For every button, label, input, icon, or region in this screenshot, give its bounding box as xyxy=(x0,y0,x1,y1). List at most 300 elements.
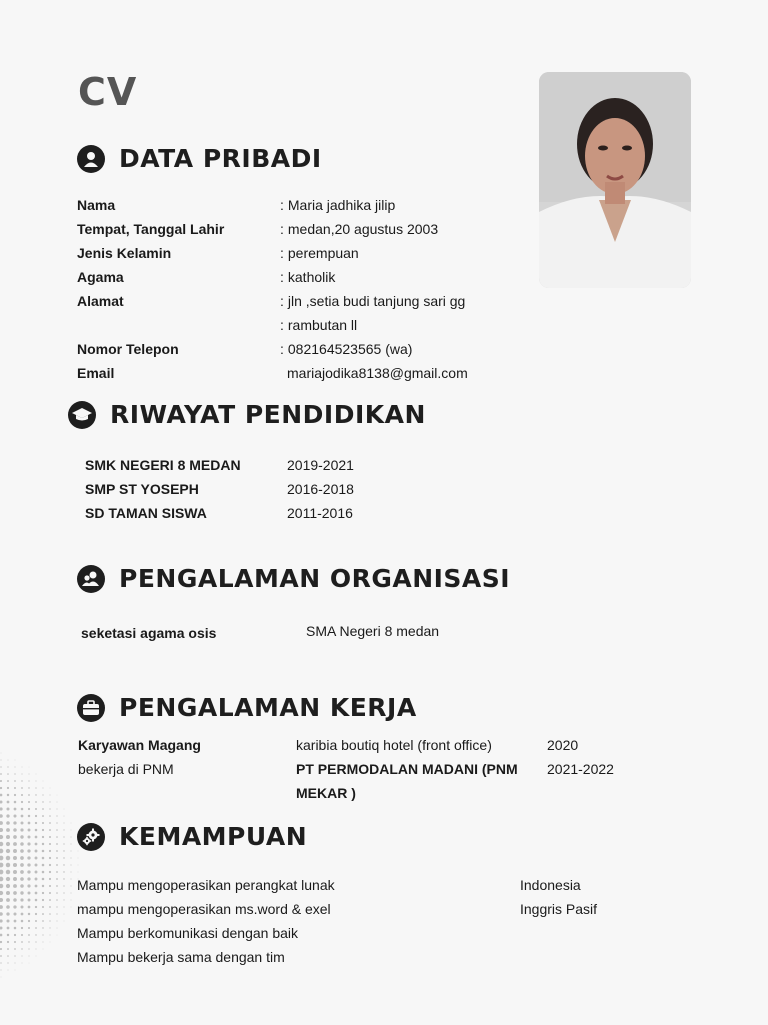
personal-colon: : xyxy=(280,197,284,213)
halftone-dot xyxy=(63,850,64,851)
halftone-dot xyxy=(28,927,30,929)
halftone-dot xyxy=(71,837,72,838)
halftone-dot xyxy=(0,870,3,875)
halftone-dot xyxy=(42,892,44,894)
education-years: 2019-2021 xyxy=(287,457,354,473)
halftone-dot xyxy=(20,877,24,881)
halftone-dot xyxy=(28,801,30,803)
halftone-dot xyxy=(57,935,58,936)
halftone-dot xyxy=(42,857,45,860)
halftone-dot xyxy=(35,878,38,881)
halftone-dot xyxy=(6,807,9,810)
halftone-dot xyxy=(0,941,2,943)
halftone-dot xyxy=(63,822,64,823)
halftone-dot xyxy=(28,815,30,817)
halftone-dot xyxy=(21,773,22,774)
halftone-dot xyxy=(70,878,71,879)
education-school: SMP ST YOSEPH xyxy=(85,481,199,497)
work-role: Karyawan Magang xyxy=(78,737,201,753)
personal-value: medan,20 agustus 2003 xyxy=(287,221,439,237)
profile-photo-image xyxy=(539,72,691,288)
halftone-dot xyxy=(21,787,23,789)
halftone-dot xyxy=(13,835,17,839)
halftone-dot xyxy=(35,934,36,935)
halftone-dot xyxy=(28,899,31,902)
halftone-dot xyxy=(27,877,30,880)
halftone-dot xyxy=(56,864,58,866)
halftone-dot xyxy=(28,822,31,825)
halftone-dot xyxy=(20,856,24,860)
halftone-dot xyxy=(43,788,44,789)
halftone-dot xyxy=(0,801,3,804)
halftone-dot xyxy=(63,836,64,837)
halftone-dot xyxy=(42,836,44,838)
halftone-dot xyxy=(35,829,38,832)
halftone-dot xyxy=(28,906,31,909)
section-title-riwayat-pendidikan: RIWAYAT PENDIDIKAN xyxy=(110,400,426,429)
personal-value: rambutan ll xyxy=(287,317,358,333)
halftone-dot xyxy=(35,899,38,902)
halftone-dot xyxy=(0,842,3,847)
work-role: bekerja di PNM xyxy=(78,761,174,777)
halftone-dot xyxy=(63,885,64,886)
halftone-dot xyxy=(49,927,50,928)
halftone-dot xyxy=(71,844,72,845)
work-year: 2020 xyxy=(547,737,579,753)
halftone-dot xyxy=(13,863,17,867)
halftone-dot xyxy=(56,857,58,859)
halftone-dot xyxy=(36,949,37,950)
halftone-dot xyxy=(35,794,36,795)
halftone-dot xyxy=(15,760,16,761)
halftone-dot xyxy=(35,857,38,860)
halftone-dot xyxy=(21,801,23,803)
halftone-dot xyxy=(56,829,58,831)
halftone-dot xyxy=(7,766,8,767)
halftone-dot xyxy=(49,822,51,824)
halftone-dot xyxy=(6,821,10,825)
halftone-dot xyxy=(1,970,2,971)
halftone-dot xyxy=(71,893,72,894)
halftone-dot xyxy=(28,948,29,949)
halftone-dot xyxy=(6,898,10,902)
halftone-dot xyxy=(27,863,30,866)
page-title: CV xyxy=(78,70,138,114)
halftone-dot xyxy=(35,941,36,942)
halftone-dot xyxy=(6,870,10,874)
halftone-dot xyxy=(28,934,30,936)
halftone-dot xyxy=(42,794,43,795)
halftone-dot xyxy=(42,927,43,928)
halftone-dot xyxy=(15,970,16,971)
section-riwayat-pendidikan xyxy=(68,400,426,429)
user-circle-icon xyxy=(77,145,105,173)
halftone-dot xyxy=(27,870,30,873)
halftone-dot xyxy=(15,767,16,768)
halftone-dot xyxy=(20,898,23,901)
halftone-dot xyxy=(64,816,65,817)
halftone-dot xyxy=(49,829,51,831)
halftone-dot xyxy=(78,886,79,887)
halftone-dot xyxy=(0,912,3,916)
halftone-dot xyxy=(20,849,24,853)
halftone-dot xyxy=(0,794,2,797)
halftone-dot xyxy=(28,913,30,915)
halftone-dot xyxy=(78,851,79,852)
halftone-dot xyxy=(42,864,45,867)
halftone-dot xyxy=(0,891,3,895)
education-school: SMK NEGERI 8 MEDAN xyxy=(85,457,241,473)
skills-list xyxy=(77,873,335,969)
halftone-dot xyxy=(42,808,44,810)
halftone-dot xyxy=(35,843,38,846)
personal-value: Maria jadhika jilip xyxy=(287,197,396,213)
halftone-dot xyxy=(13,905,16,908)
halftone-dot xyxy=(20,884,24,888)
halftone-dot xyxy=(28,794,30,796)
halftone-dot xyxy=(13,821,16,824)
section-title-kemampuan: KEMAMPUAN xyxy=(119,822,308,851)
halftone-dot xyxy=(50,942,51,943)
halftone-dot xyxy=(13,842,17,846)
halftone-dot xyxy=(42,878,45,881)
halftone-dot xyxy=(49,920,50,921)
halftone-dot xyxy=(13,814,16,817)
halftone-dot xyxy=(29,956,30,957)
halftone-dot xyxy=(1,977,2,978)
halftone-dot xyxy=(14,920,17,923)
personal-colon: : xyxy=(280,341,284,357)
halftone-dot xyxy=(42,906,44,908)
halftone-dot xyxy=(35,906,37,908)
halftone-dot xyxy=(42,871,45,874)
section-pengalaman-kerja xyxy=(77,693,417,722)
halftone-dot xyxy=(56,843,58,845)
halftone-dot xyxy=(14,773,15,774)
halftone-dot xyxy=(20,891,23,894)
halftone-dot xyxy=(35,885,38,888)
halftone-dot xyxy=(42,801,43,802)
halftone-dot xyxy=(8,760,9,761)
halftone-dot xyxy=(21,948,22,949)
section-title-data-pribadi: DATA PRIBADI xyxy=(119,144,322,173)
halftone-dot xyxy=(49,913,51,915)
halftone-dot xyxy=(7,955,9,957)
halftone-dot xyxy=(42,899,44,901)
halftone-dot xyxy=(42,829,44,831)
halftone-dot xyxy=(0,807,3,810)
halftone-dot xyxy=(0,828,3,832)
halftone-dot xyxy=(56,913,57,914)
halftone-dot xyxy=(56,878,58,880)
section-title-pengalaman-organisasi: PENGALAMAN ORGANISASI xyxy=(119,564,511,593)
halftone-dot xyxy=(22,963,23,964)
personal-value: mariajodika8138@gmail.com xyxy=(287,365,468,381)
halftone-dot xyxy=(15,963,16,964)
halftone-dot xyxy=(29,963,30,964)
halftone-dot xyxy=(21,906,24,909)
work-year: 2021-2022 xyxy=(547,761,614,777)
halftone-dot xyxy=(70,871,71,872)
halftone-dot xyxy=(0,773,2,775)
halftone-dot xyxy=(78,872,79,873)
halftone-dot xyxy=(64,809,65,810)
briefcase-icon xyxy=(77,694,105,722)
halftone-dot xyxy=(71,886,72,887)
halftone-dot xyxy=(21,913,24,916)
halftone-dot xyxy=(13,898,17,902)
halftone-dot xyxy=(35,815,37,817)
personal-label: Nama xyxy=(77,197,116,213)
halftone-dot xyxy=(0,898,3,902)
halftone-dot xyxy=(6,828,10,832)
halftone-dot xyxy=(0,787,2,789)
halftone-dot xyxy=(14,934,16,936)
work-place: PT PERMODALAN MADANI (PNM xyxy=(296,761,518,777)
halftone-dot xyxy=(63,878,64,879)
section-pengalaman-organisasi xyxy=(77,564,510,593)
halftone-dot xyxy=(20,835,23,838)
halftone-dot xyxy=(20,870,24,874)
halftone-dot xyxy=(21,808,24,811)
halftone-dot xyxy=(56,822,57,823)
halftone-dot xyxy=(14,948,16,950)
halftone-dot xyxy=(6,919,9,922)
personal-value: katholik xyxy=(287,269,336,285)
halftone-dot xyxy=(56,871,58,873)
education-years: 2011-2016 xyxy=(287,505,353,521)
halftone-dot xyxy=(56,920,57,921)
halftone-dot xyxy=(6,856,10,860)
halftone-dot xyxy=(28,829,31,832)
halftone-dot xyxy=(13,849,17,853)
halftone-dot xyxy=(21,955,22,956)
languages-list xyxy=(520,873,597,921)
halftone-dot xyxy=(42,850,45,853)
section-data-pribadi xyxy=(77,144,322,173)
language-item: Inggris Pasif xyxy=(520,901,598,917)
halftone-dot xyxy=(71,830,72,831)
work-place-continued: MEKAR ) xyxy=(296,785,356,801)
halftone-dot xyxy=(28,787,29,788)
halftone-dot xyxy=(56,885,58,887)
halftone-dot xyxy=(7,934,9,936)
halftone-dot xyxy=(43,942,44,943)
halftone-dot xyxy=(63,906,64,907)
section-kemampuan xyxy=(77,822,307,851)
halftone-dot xyxy=(0,849,3,854)
profile-photo xyxy=(539,72,691,288)
organization-role: seketasi agama osis xyxy=(81,625,217,641)
halftone-dot xyxy=(63,829,64,830)
halftone-dot xyxy=(63,864,64,865)
halftone-dot xyxy=(56,899,58,901)
personal-label: Nomor Telepon xyxy=(77,341,179,357)
language-item: Indonesia xyxy=(520,877,581,893)
halftone-dot xyxy=(49,892,51,894)
halftone-dot xyxy=(13,870,17,874)
halftone-dot xyxy=(63,843,64,844)
halftone-dot xyxy=(20,863,24,867)
halftone-dot xyxy=(0,927,3,930)
halftone-dot xyxy=(42,913,44,915)
halftone-dot xyxy=(27,835,30,838)
halftone-dot xyxy=(29,774,30,775)
personal-label: Alamat xyxy=(77,293,124,309)
halftone-dot xyxy=(0,934,2,937)
skill-item: Mampu mengoperasikan perangkat lunak xyxy=(77,877,335,893)
halftone-dot xyxy=(70,850,71,851)
halftone-dot xyxy=(35,871,38,874)
personal-colon: : xyxy=(280,293,284,309)
halftone-dot xyxy=(14,808,17,811)
halftone-dot xyxy=(7,794,9,796)
halftone-dot xyxy=(49,857,51,859)
halftone-dot xyxy=(56,850,58,852)
halftone-dot xyxy=(13,856,17,860)
halftone-dot xyxy=(35,808,37,810)
halftone-dot xyxy=(78,844,79,845)
halftone-dot xyxy=(35,864,38,867)
halftone-dot xyxy=(42,920,44,922)
personal-value: 082164523565 (wa) xyxy=(287,341,413,357)
halftone-dot xyxy=(63,892,64,893)
halftone-dot xyxy=(50,788,51,789)
halftone-dot xyxy=(71,900,72,901)
halftone-dot xyxy=(78,865,79,866)
halftone-dot xyxy=(0,919,3,922)
halftone-dot xyxy=(1,753,2,754)
section-title-pengalaman-kerja: PENGALAMAN KERJA xyxy=(119,693,417,722)
halftone-dot xyxy=(49,843,51,845)
halftone-dot xyxy=(50,935,51,936)
halftone-dot xyxy=(7,787,9,789)
halftone-dot xyxy=(0,766,1,767)
halftone-dot xyxy=(35,836,38,839)
halftone-dot xyxy=(78,879,79,880)
halftone-dot xyxy=(0,948,2,950)
halftone-dot xyxy=(14,941,16,943)
halftone-dot xyxy=(21,815,24,818)
halftone-dot xyxy=(35,850,38,853)
halftone-dot xyxy=(49,815,51,817)
halftone-dot xyxy=(49,871,51,873)
halftone-dot xyxy=(27,891,30,894)
halftone-dot xyxy=(57,928,58,929)
halftone-dot xyxy=(0,905,3,909)
halftone-dot xyxy=(6,842,10,846)
halftone-dot xyxy=(63,899,64,900)
halftone-dot xyxy=(42,815,44,817)
halftone-dot xyxy=(64,914,65,915)
halftone-dot xyxy=(36,781,37,782)
halftone-dot xyxy=(0,814,3,818)
halftone-dot xyxy=(57,795,58,796)
halftone-dot xyxy=(70,857,71,858)
halftone-dot xyxy=(36,956,37,957)
halftone-dot xyxy=(28,920,30,922)
halftone-dot xyxy=(21,927,23,929)
personal-value: perempuan xyxy=(287,245,359,261)
halftone-dot xyxy=(6,891,10,895)
halftone-dot xyxy=(35,822,37,824)
halftone-dot xyxy=(43,949,44,950)
skill-item: Mampu bekerja sama dengan tim xyxy=(77,949,285,965)
halftone-dot xyxy=(29,767,30,768)
halftone-dot xyxy=(50,795,51,796)
halftone-dot xyxy=(35,913,37,915)
halftone-dot xyxy=(35,801,37,803)
halftone-dot xyxy=(0,863,3,868)
halftone-dot xyxy=(13,877,17,881)
halftone-dot xyxy=(49,801,50,802)
halftone-dot xyxy=(71,823,72,824)
halftone-dot xyxy=(7,773,9,775)
halftone-dot xyxy=(56,836,58,838)
halftone-dot xyxy=(42,934,43,935)
group-icon xyxy=(77,565,105,593)
halftone-dot xyxy=(6,849,10,853)
halftone-dot xyxy=(13,884,17,888)
halftone-dot xyxy=(20,828,23,831)
personal-value: jln ,setia budi tanjung sari gg xyxy=(287,293,466,309)
halftone-dot xyxy=(0,856,3,861)
work-place: karibia boutiq hotel (front office) xyxy=(296,737,492,753)
halftone-dot xyxy=(49,885,51,887)
halftone-dot xyxy=(0,962,1,963)
halftone-dot xyxy=(27,849,30,852)
halftone-dot xyxy=(7,801,10,804)
halftone-dot xyxy=(27,884,30,887)
halftone-dot xyxy=(21,780,22,781)
halftone-dot xyxy=(43,781,44,782)
skill-item: mampu mengoperasikan ms.word & exel xyxy=(77,901,331,917)
halftone-dot xyxy=(63,857,64,858)
halftone-dot xyxy=(64,921,65,922)
halftone-dot xyxy=(35,892,38,895)
education-years: 2016-2018 xyxy=(287,481,354,497)
halftone-dot xyxy=(27,856,30,859)
halftone-dot xyxy=(7,948,9,950)
halftone-dot xyxy=(35,920,37,922)
halftone-dot xyxy=(14,780,16,782)
halftone-dot xyxy=(36,774,37,775)
halftone-dot xyxy=(70,864,71,865)
halftone-dot xyxy=(14,794,16,796)
halftone-dot xyxy=(28,780,29,781)
halftone-dot xyxy=(0,821,3,825)
halftone-dot xyxy=(56,906,57,907)
halftone-dot xyxy=(78,858,79,859)
halftone-dot xyxy=(14,927,17,930)
halftone-dot xyxy=(42,885,44,887)
halftone-dot xyxy=(6,884,10,888)
halftone-dot xyxy=(49,808,50,809)
halftone-dot xyxy=(14,787,16,789)
halftone-dot xyxy=(49,836,51,838)
gears-icon xyxy=(77,823,105,851)
halftone-dot xyxy=(13,828,17,832)
halftone-dot xyxy=(35,927,37,929)
halftone-dot xyxy=(28,941,29,942)
halftone-dot xyxy=(14,801,17,804)
halftone-dot xyxy=(0,877,3,882)
halftone-dot xyxy=(71,907,72,908)
halftone-dot xyxy=(7,927,10,930)
halftone-dot xyxy=(49,878,51,880)
halftone-dot xyxy=(0,780,2,782)
personal-label: Jenis Kelamin xyxy=(77,245,172,261)
